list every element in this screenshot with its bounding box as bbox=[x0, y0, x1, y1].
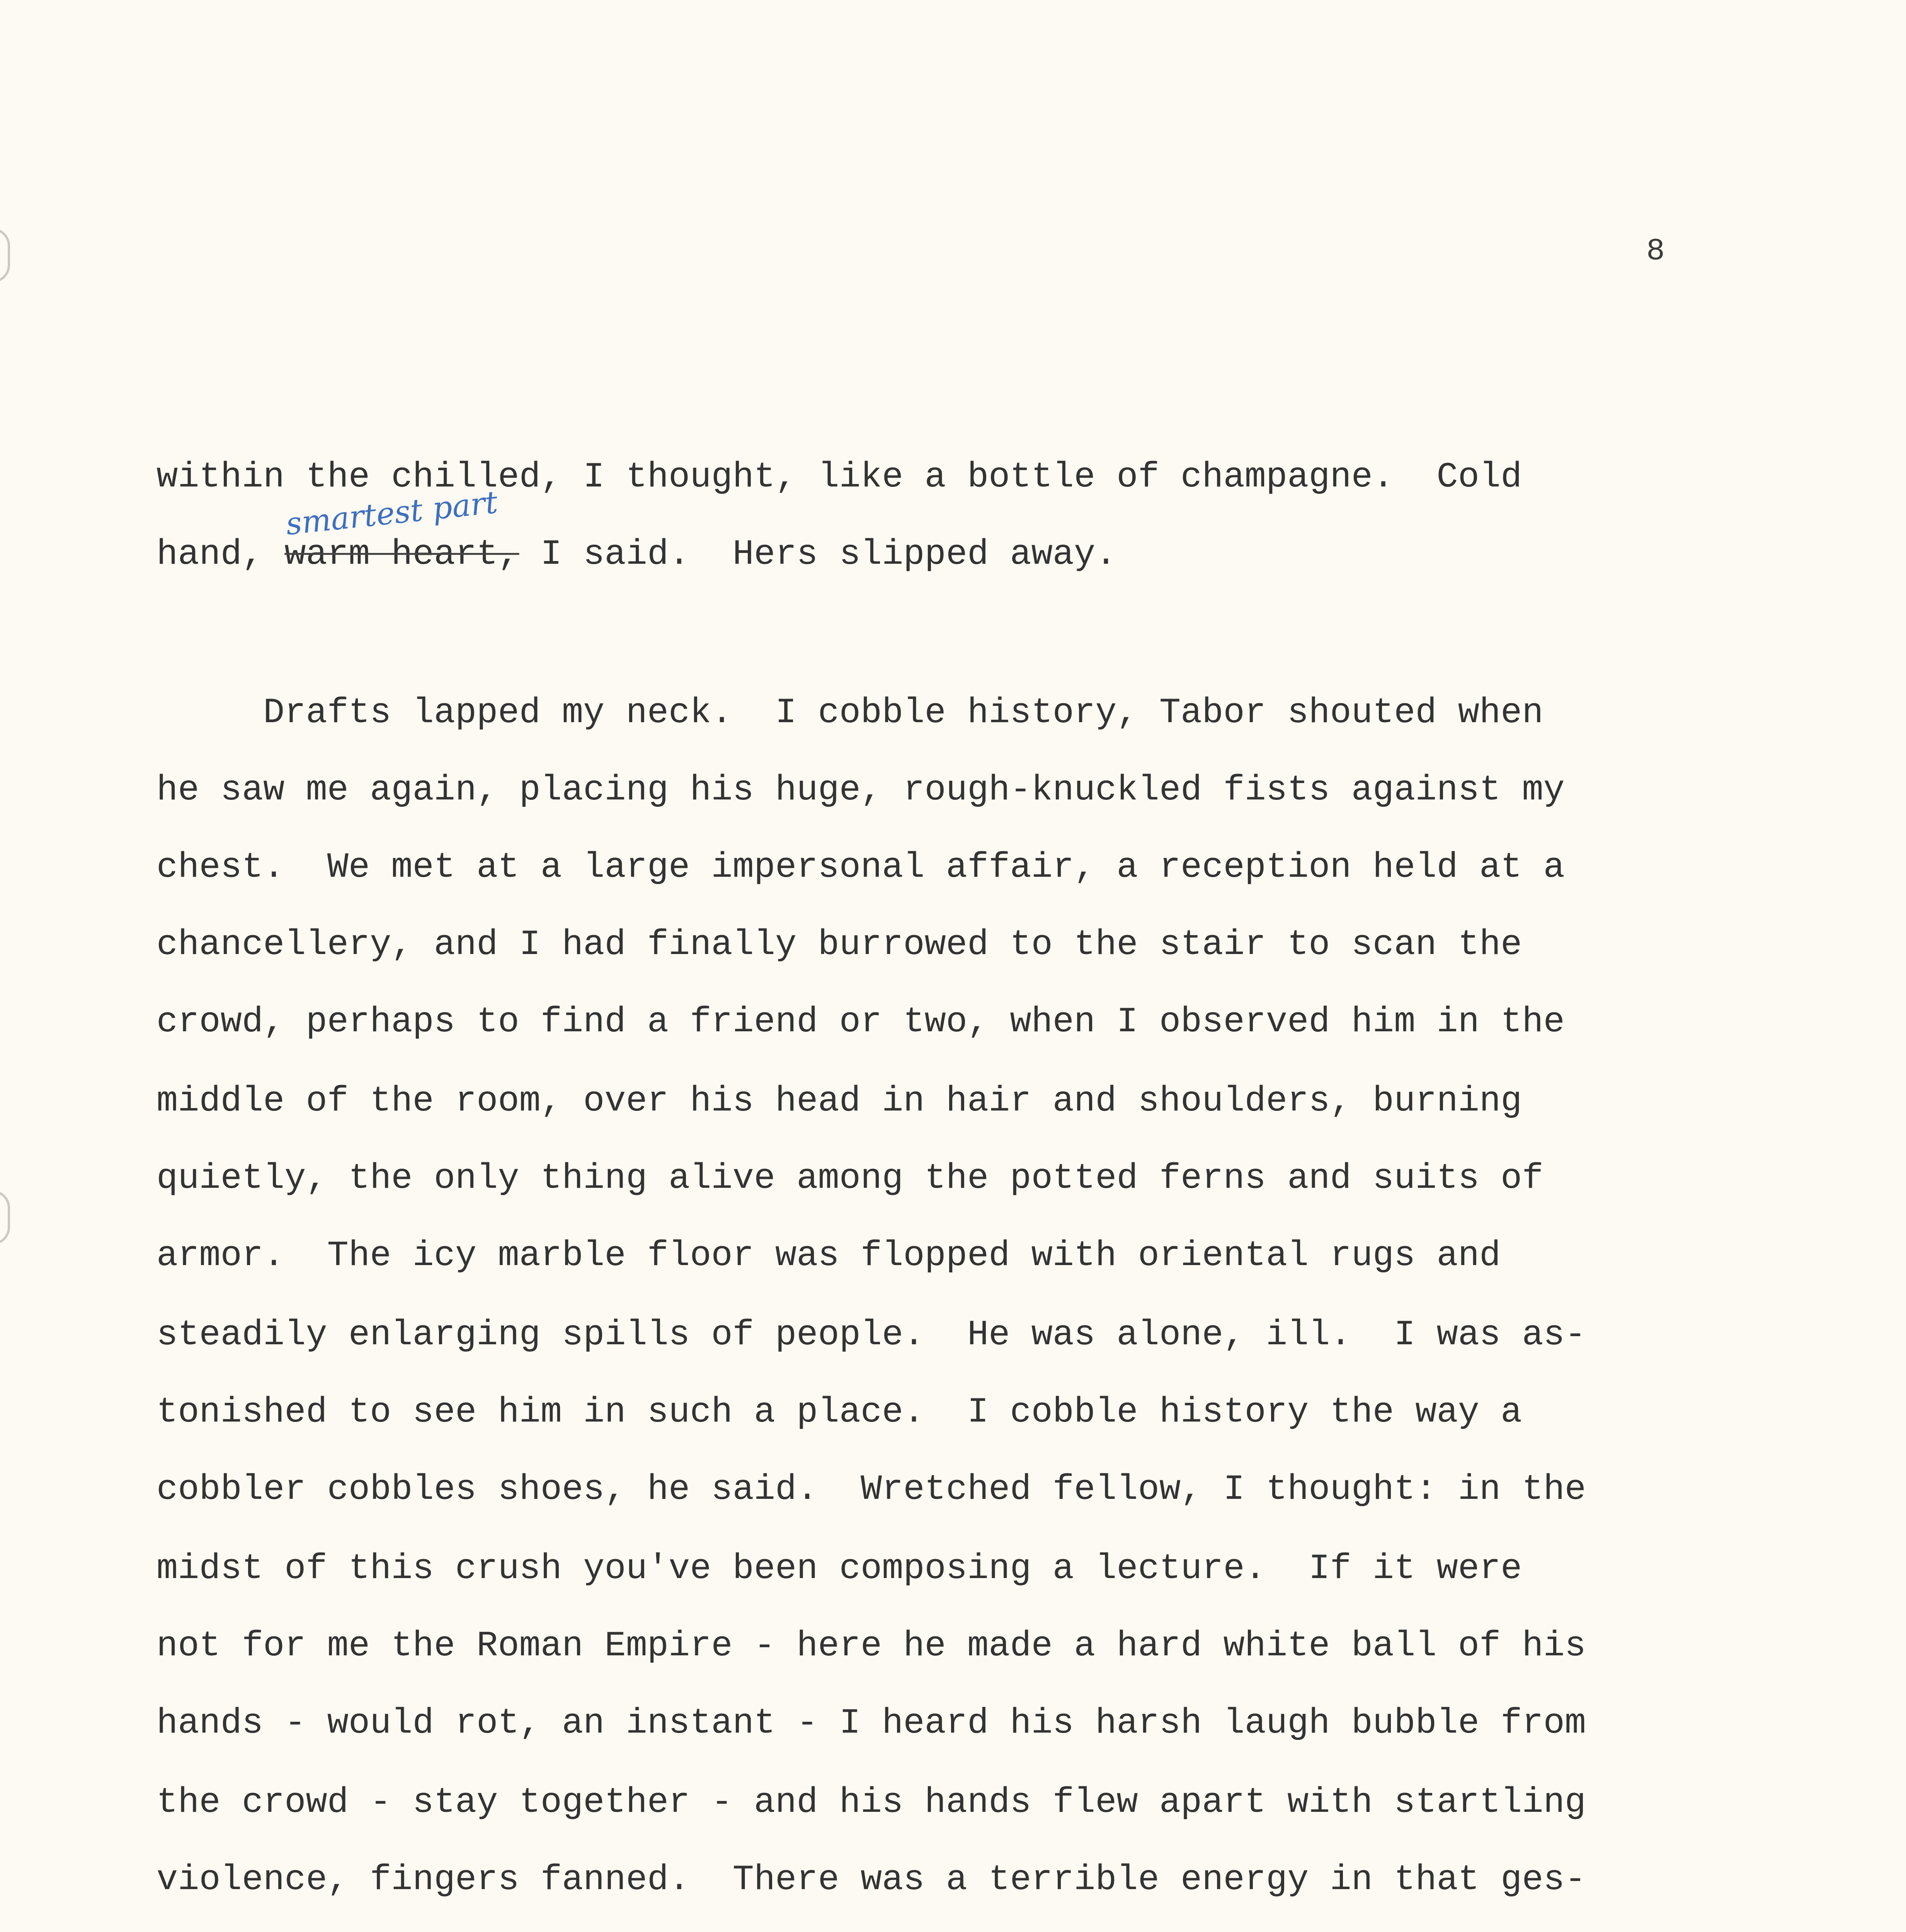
punch-hole-mark bbox=[0, 1190, 10, 1245]
text-line: middle of the room, over his head in hair and shoulders, burning bbox=[157, 1081, 1522, 1121]
text-line: chancellery, and I had finally burrowed to the stair to scan the bbox=[157, 924, 1522, 965]
handwritten-annotation: smartest part bbox=[284, 484, 500, 542]
line-text: I said. Hers slipped away. bbox=[519, 534, 1117, 575]
text-line: cobbler cobbles shoes, he said. Wretched fellow, I thought: in the bbox=[157, 1469, 1586, 1510]
text-line: chest. We met at a large impersonal affair, a reception held at a bbox=[157, 847, 1565, 888]
page-number: 8 bbox=[1646, 234, 1665, 269]
line-text: hand, bbox=[157, 534, 285, 575]
text-line: tonished to see him in such a place. I cobble history the way a bbox=[157, 1392, 1522, 1432]
text-line: midst of this crush you've been composing a lecture. If it were bbox=[157, 1548, 1522, 1589]
punch-hole-mark bbox=[0, 228, 10, 283]
text-line: he saw me again, placing his huge, rough-knuckled fists against my bbox=[157, 770, 1565, 810]
text-line: not for me the Roman Empire - here he made a hard white ball of his bbox=[157, 1626, 1586, 1666]
text-line: violence, fingers fanned. There was a terrible energy in that ges- bbox=[157, 1859, 1586, 1900]
text-line: the crowd - stay together - and his hands flew apart with startling bbox=[157, 1782, 1586, 1823]
text-line: Drafts lapped my neck. I cobble history, Tabor shouted when bbox=[157, 692, 1544, 733]
text-line: crowd, perhaps to find a friend or two, when I observed him in the bbox=[157, 1002, 1565, 1042]
text-line: armor. The icy marble floor was flopped with oriental rugs and bbox=[157, 1235, 1501, 1276]
text-line: within the chilled, I thought, like a bottle of champagne. Cold bbox=[157, 457, 1522, 497]
text-line: steadily enlarging spills of people. He was alone, ill. I was as- bbox=[157, 1315, 1586, 1355]
struck-text: warm heart, bbox=[284, 534, 519, 575]
text-line: hands - would rot, an instant - I heard his harsh laugh bubble from bbox=[157, 1703, 1586, 1743]
text-line: quietly, the only thing alive among the potted ferns and suits of bbox=[157, 1158, 1544, 1199]
text-line-with-correction bbox=[157, 533, 1116, 576]
